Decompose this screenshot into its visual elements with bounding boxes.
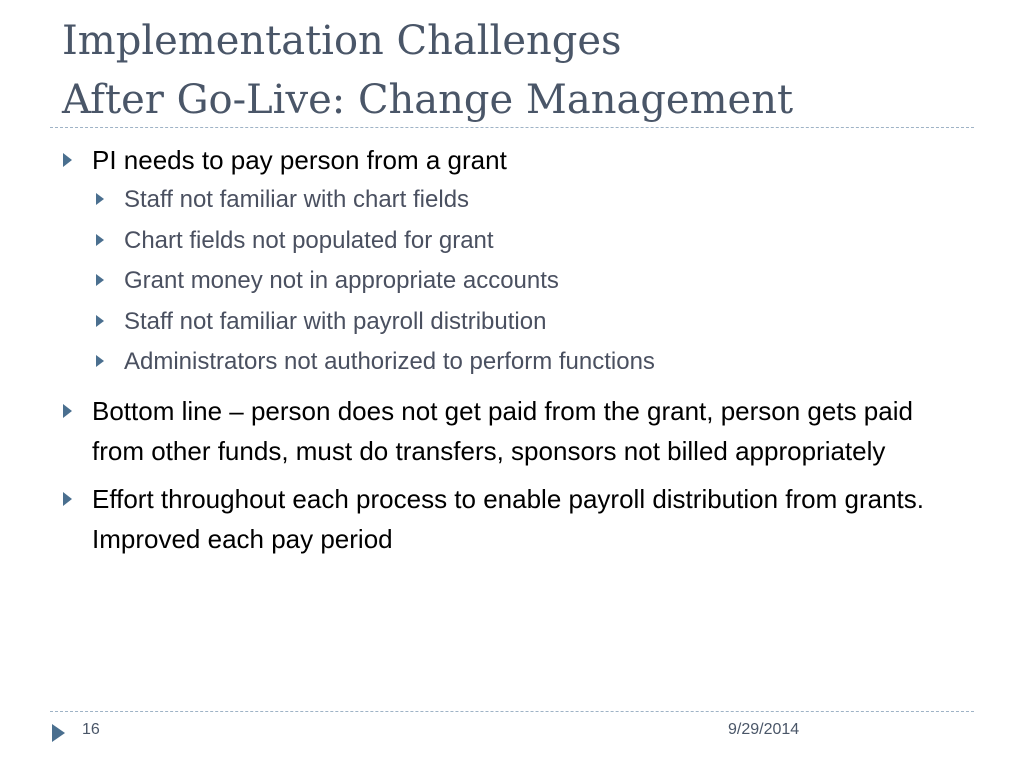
bullet-arrow-icon: [63, 404, 72, 418]
sub-bullet-arrow-icon: [96, 315, 104, 327]
footer-triangle-icon: [52, 724, 65, 742]
slide-title-line-1: Implementation Challenges: [62, 18, 622, 64]
slide-title-line-2: After Go-Live: Change Management: [62, 77, 794, 123]
bullet-item: [0, 391, 952, 471]
footer-divider: [50, 711, 974, 712]
bullet-arrow-icon: [63, 492, 72, 506]
sub-bullet-list: [92, 180, 952, 383]
sub-bullet-item: [92, 180, 952, 221]
sub-bullet-text: Staff not familiar with chart fields: [124, 186, 470, 213]
sub-bullet-arrow-icon: [96, 234, 104, 246]
sub-bullet-text: Grant money not in appropriate accounts: [124, 267, 559, 294]
title-divider: [50, 127, 974, 128]
bullet-text: Bottom line – person does not get paid from the grant, person gets paid from other funds, must do transfers, sponsors not billed appropriately: [92, 395, 913, 466]
bullet-item: [0, 479, 952, 559]
sub-bullet-item: [92, 221, 952, 262]
sub-bullet-item: [92, 261, 952, 302]
sub-bullet-arrow-icon: [96, 274, 104, 286]
slide-number: 16: [82, 721, 100, 738]
bullet-text: PI needs to pay person from a grant: [92, 145, 507, 175]
bullet-list: [0, 140, 1000, 559]
sub-bullet-text: Staff not familiar with payroll distribution: [124, 307, 547, 335]
sub-bullet-item: [92, 342, 952, 383]
bullet-item: [0, 140, 952, 383]
bullet-text: Effort throughout each process to enable payroll distribution from grants. Improved each pay period: [92, 483, 924, 554]
slide-title: [62, 12, 962, 130]
sub-bullet-text: Administrators not authorized to perform functions: [124, 348, 655, 375]
sub-bullet-arrow-icon: [96, 355, 104, 367]
bullet-arrow-icon: [63, 153, 72, 167]
sub-bullet-item: [92, 302, 952, 343]
slide-date: 9/29/2014: [728, 721, 800, 738]
sub-bullet-text: Chart fields not populated for grant: [124, 226, 494, 254]
sub-bullet-arrow-icon: [96, 193, 104, 205]
